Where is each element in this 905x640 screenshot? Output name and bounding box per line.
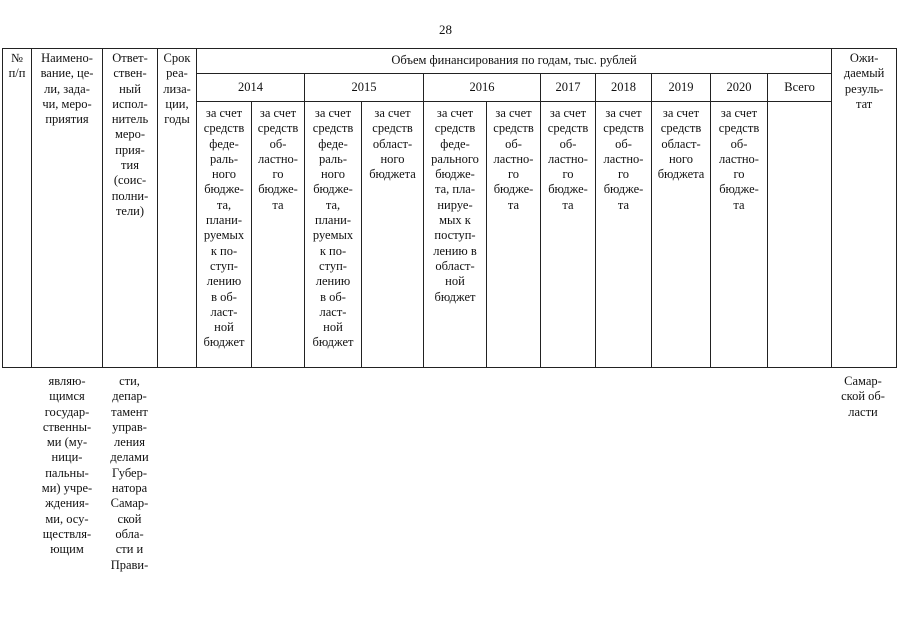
source-total (768, 102, 832, 368)
header-term: Срок реа- лиза- ции, годы (158, 49, 197, 368)
source-2016-federal: за счет средств феде- рального бюдже- та, пла- нируе- мых к поступ- лению в област- ной бюджет (424, 102, 487, 368)
year-2018: 2018 (596, 74, 652, 102)
header-name: Наимено- вание, це- ли, зада- чи, меро- приятия (32, 49, 103, 368)
source-2015-regional: за счет средств област- ного бюджета (362, 102, 424, 368)
source-2014-federal: за счет средств феде- раль- ного бюдже- та, плани- руемых к по- ступ- лению в об- ласт- ной бюджет (197, 102, 252, 368)
header-funding: Объем финансирования по годам, тыс. рублей (197, 49, 832, 74)
source-2020-regional: за счет средств об- ластно- го бюдже- та (711, 102, 768, 368)
header-responsible: Ответ- ствен- ный испол- нитель меро- прия- тия (соис- полни- тели) (103, 49, 158, 368)
continuation-responsible: сти, депар- тамент управ- ления делами Губер- натора Самар- ской обла- сти и Прави- (110, 374, 149, 572)
source-2017-regional: за счет средств об- ластно- го бюдже- та (541, 102, 596, 368)
header-number: № п/п (3, 49, 32, 368)
year-2020: 2020 (711, 74, 768, 102)
source-2019-regional: за счет средств област- ного бюджета (652, 102, 711, 368)
source-2016-regional: за счет средств об- ластно- го бюдже- та (487, 102, 541, 368)
page-number: 28 (439, 22, 452, 37)
source-2015-federal: за счет средств феде- раль- ного бюдже- та, плани- руемых к по- ступ- лению в об- ласт- ной бюджет (305, 102, 362, 368)
source-2014-regional: за счет средств об- ластно- го бюдже- та (252, 102, 305, 368)
source-2018-regional: за счет средств об- ластно- го бюдже- та (596, 102, 652, 368)
year-2019: 2019 (652, 74, 711, 102)
year-total: Всего (768, 74, 832, 102)
continuation-name: являю- щимся государ- ственны- ми (му- ници- пальны- ми) учре- ждения- ми, осу- ществля- ющим (41, 374, 93, 557)
continuation-result: Самар- ской об- ласти (841, 374, 885, 419)
funding-table (2, 48, 897, 368)
header-result: Ожи- даемый резуль- тат (832, 49, 897, 368)
year-2015: 2015 (305, 74, 424, 102)
year-2016: 2016 (424, 74, 541, 102)
year-2014: 2014 (197, 74, 305, 102)
year-2017: 2017 (541, 74, 596, 102)
